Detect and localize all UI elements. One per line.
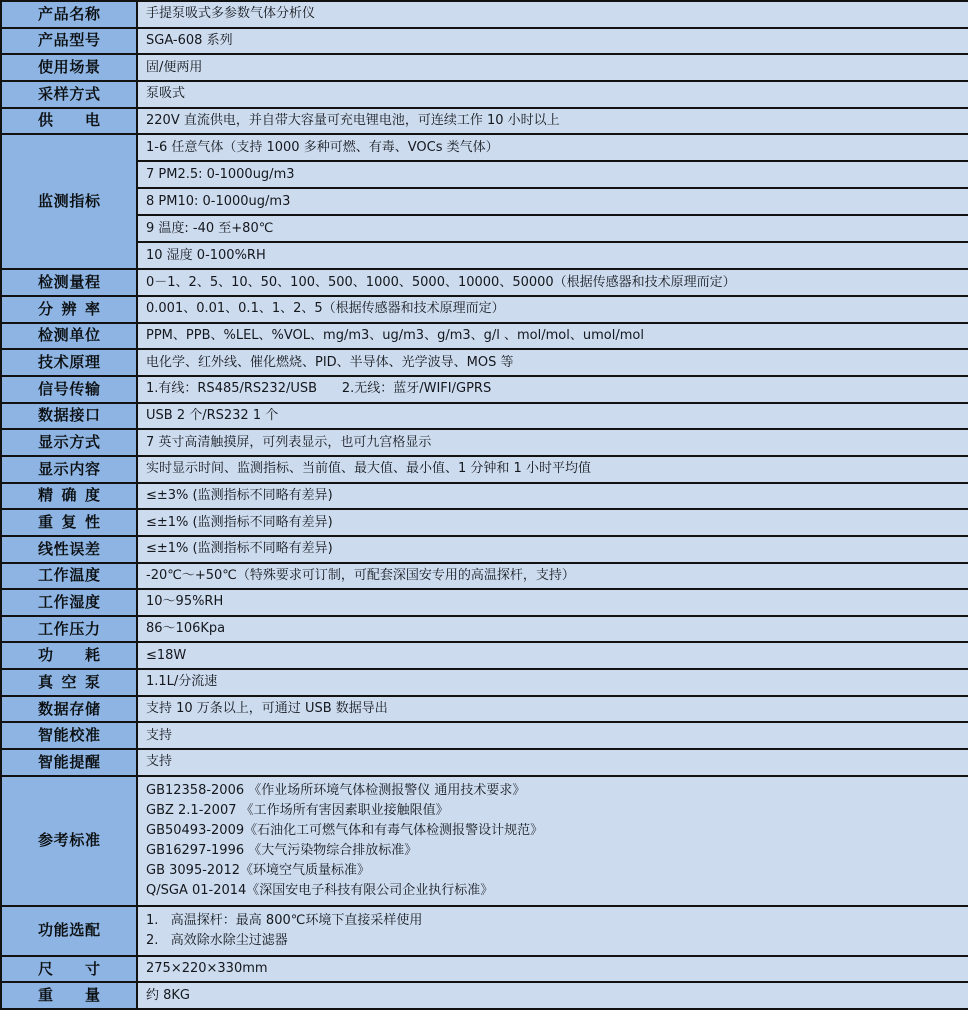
spec-row bbox=[2, 750, 968, 777]
spec-label: 真空泵 bbox=[38, 672, 100, 691]
spec-value-cell bbox=[138, 29, 968, 54]
spec-label: 分辨率 bbox=[38, 299, 100, 318]
spec-row bbox=[2, 457, 968, 484]
spec-label-cell bbox=[2, 907, 138, 955]
spec-row bbox=[2, 270, 968, 297]
spec-row bbox=[2, 670, 968, 697]
spec-label: 参考标准 bbox=[38, 831, 100, 850]
spec-value: 约 8KG bbox=[146, 987, 191, 1003]
spec-label-cell bbox=[2, 723, 138, 748]
spec-value-cell bbox=[138, 2, 968, 27]
spec-row bbox=[2, 590, 968, 617]
spec-row bbox=[2, 697, 968, 724]
spec-value-cell bbox=[138, 510, 968, 535]
spec-row bbox=[2, 957, 968, 984]
spec-value-cell bbox=[138, 270, 968, 295]
spec-value: PPM、PPB、%LEL、%VOL、mg/m3、ug/m3、g/m3、g/l 、mol/mol、umol/mol bbox=[146, 327, 644, 343]
spec-label: 工作湿度 bbox=[38, 592, 100, 611]
spec-label-cell bbox=[2, 510, 138, 535]
spec-value-cell bbox=[138, 537, 968, 562]
spec-value: 支持 bbox=[146, 727, 173, 743]
spec-row bbox=[2, 29, 968, 56]
spec-row bbox=[2, 109, 968, 136]
spec-row bbox=[2, 643, 968, 670]
spec-label: 采样方式 bbox=[38, 84, 100, 103]
spec-value-cell bbox=[138, 109, 968, 134]
spec-value: 实时显示时间、监测指标、当前值、最大值、最小值、1 分钟和 1 小时平均值 bbox=[146, 461, 591, 477]
spec-value-line: GB 3095-2012《环境空气质量标准》 bbox=[146, 862, 370, 878]
spec-value: 1.有线：RS485/RS232/USB 2.无线：蓝牙/WIFI/GPRS bbox=[146, 381, 492, 397]
spec-value-line: GB16297-1996 《大气污染物综合排放标准》 bbox=[146, 842, 418, 858]
spec-label: 产品名称 bbox=[38, 4, 100, 23]
spec-value-cell bbox=[138, 750, 968, 775]
spec-label: 线性误差 bbox=[38, 539, 100, 558]
spec-label: 技术原理 bbox=[38, 353, 100, 372]
spec-subrow bbox=[138, 162, 968, 189]
spec-value-line: GB50493-2009《石油化工可燃气体和有毒气体检测报警设计规范》 bbox=[146, 822, 544, 838]
spec-label: 功能选配 bbox=[38, 921, 100, 940]
spec-label-cell bbox=[2, 777, 138, 905]
spec-row bbox=[2, 484, 968, 511]
spec-label-cell bbox=[2, 957, 138, 982]
spec-label-cell bbox=[2, 29, 138, 54]
spec-label: 功耗 bbox=[38, 646, 100, 665]
spec-value-cell bbox=[138, 983, 968, 1008]
spec-row bbox=[2, 983, 968, 1010]
spec-row bbox=[2, 404, 968, 431]
spec-subrow bbox=[138, 135, 968, 162]
spec-label-cell bbox=[2, 430, 138, 455]
spec-label: 重量 bbox=[38, 986, 100, 1005]
spec-row bbox=[2, 2, 968, 29]
spec-value: 9 温度: -40 至+80℃ bbox=[146, 220, 274, 236]
spec-value-line: 1. 高温探杆：最高 800℃环境下直接采样使用 bbox=[146, 912, 423, 928]
spec-row bbox=[2, 777, 968, 907]
spec-row bbox=[2, 907, 968, 957]
spec-value: 支持 10 万条以上，可通过 USB 数据导出 bbox=[146, 701, 388, 717]
spec-value-line: GB12358-2006 《作业场所环境气体检测报警仪 通用技术要求》 bbox=[146, 782, 526, 798]
spec-row bbox=[2, 135, 968, 270]
spec-value: 固/便两用 bbox=[146, 59, 203, 75]
spec-label-cell bbox=[2, 297, 138, 322]
spec-value-cell bbox=[138, 55, 968, 80]
spec-value: USB 2 个/RS232 1 个 bbox=[146, 407, 279, 423]
spec-label: 工作温度 bbox=[38, 566, 100, 585]
spec-label: 精确度 bbox=[38, 486, 100, 505]
spec-value: 0.001、0.01、0.1、1、2、5（根据传感器和技术原理而定） bbox=[146, 301, 505, 317]
spec-value: SGA-608 系列 bbox=[146, 32, 233, 48]
spec-value: 1-6 任意气体（支持 1000 多种可燃、有毒、VOCs 类气体） bbox=[146, 139, 499, 155]
spec-label: 智能校准 bbox=[38, 726, 100, 745]
spec-label-cell bbox=[2, 457, 138, 482]
spec-value-line: GBZ 2.1-2007 《工作场所有害因素职业接触限值》 bbox=[146, 802, 449, 818]
spec-value-cell bbox=[138, 297, 968, 322]
spec-value-cell bbox=[138, 377, 968, 402]
spec-label-cell bbox=[2, 697, 138, 722]
spec-row bbox=[2, 82, 968, 109]
spec-label: 供电 bbox=[38, 111, 100, 130]
spec-value-cell bbox=[138, 484, 968, 509]
spec-label-cell bbox=[2, 484, 138, 509]
spec-value-cell bbox=[138, 564, 968, 589]
spec-subrow bbox=[138, 243, 968, 268]
spec-label-cell bbox=[2, 350, 138, 375]
spec-value: 10～95%RH bbox=[146, 594, 224, 610]
spec-value-cell bbox=[138, 697, 968, 722]
spec-label-cell bbox=[2, 2, 138, 27]
spec-label: 产品型号 bbox=[38, 31, 100, 50]
spec-value: 275×220×330mm bbox=[146, 961, 268, 977]
spec-value-cell bbox=[138, 430, 968, 455]
spec-value: 7 英寸高清触摸屏，可列表显示，也可九宫格显示 bbox=[146, 434, 432, 450]
spec-value-cell bbox=[138, 643, 968, 668]
spec-value: 1.1L/分流速 bbox=[146, 674, 218, 690]
spec-value-cell bbox=[138, 457, 968, 482]
spec-label-cell bbox=[2, 82, 138, 107]
spec-label: 检测量程 bbox=[38, 273, 100, 292]
spec-value: 10 湿度 0-100%RH bbox=[146, 247, 266, 263]
spec-value: 电化学、红外线、催化燃烧、PID、半导体、光学波导、MOS 等 bbox=[146, 354, 514, 370]
spec-label: 信号传输 bbox=[38, 379, 100, 398]
spec-row bbox=[2, 430, 968, 457]
spec-value: 手提泵吸式多参数气体分析仪 bbox=[146, 6, 316, 22]
spec-row bbox=[2, 617, 968, 644]
spec-value-cell bbox=[138, 723, 968, 748]
spec-label: 检测单位 bbox=[38, 326, 100, 345]
spec-value-cell bbox=[138, 404, 968, 429]
spec-label: 监测指标 bbox=[38, 192, 100, 211]
spec-label-cell bbox=[2, 983, 138, 1008]
spec-label-cell bbox=[2, 404, 138, 429]
spec-label-cell bbox=[2, 564, 138, 589]
spec-label-cell bbox=[2, 135, 138, 268]
spec-label: 数据存储 bbox=[38, 699, 100, 718]
spec-value: ≤±1% (监测指标不同略有差异) bbox=[146, 541, 333, 557]
spec-subrow bbox=[138, 216, 968, 243]
spec-row bbox=[2, 297, 968, 324]
spec-row bbox=[2, 324, 968, 351]
spec-label-cell bbox=[2, 324, 138, 349]
spec-value: ≤±1% (监测指标不同略有差异) bbox=[146, 514, 333, 530]
spec-row bbox=[2, 723, 968, 750]
spec-label: 数据接口 bbox=[38, 406, 100, 425]
spec-value: 8 PM10: 0-1000ug/m3 bbox=[146, 193, 291, 209]
spec-row bbox=[2, 377, 968, 404]
spec-label: 工作压力 bbox=[38, 619, 100, 638]
spec-label-cell bbox=[2, 617, 138, 642]
spec-subrow bbox=[138, 189, 968, 216]
spec-row bbox=[2, 350, 968, 377]
spec-value-line: 2. 高效除水除尘过滤器 bbox=[146, 932, 288, 948]
spec-value-cell bbox=[138, 135, 968, 268]
spec-value: ≤±3% (监测指标不同略有差异) bbox=[146, 487, 333, 503]
spec-label-cell bbox=[2, 270, 138, 295]
spec-label-cell bbox=[2, 109, 138, 134]
spec-label-cell bbox=[2, 55, 138, 80]
spec-row bbox=[2, 537, 968, 564]
spec-value-cell bbox=[138, 617, 968, 642]
spec-label-cell bbox=[2, 750, 138, 775]
spec-value-cell bbox=[138, 324, 968, 349]
spec-value-cell bbox=[138, 777, 968, 905]
spec-value: 86～106Kpa bbox=[146, 621, 226, 637]
spec-value: 220V 直流供电，并自带大容量可充电锂电池，可连续工作 10 小时以上 bbox=[146, 112, 560, 128]
spec-label-cell bbox=[2, 643, 138, 668]
spec-row bbox=[2, 510, 968, 537]
spec-label-cell bbox=[2, 590, 138, 615]
spec-value: 7 PM2.5: 0-1000ug/m3 bbox=[146, 166, 295, 182]
spec-label-cell bbox=[2, 670, 138, 695]
spec-value-cell bbox=[138, 957, 968, 982]
spec-value: 支持 bbox=[146, 754, 173, 770]
spec-row bbox=[2, 564, 968, 591]
spec-label: 尺寸 bbox=[38, 959, 100, 978]
spec-label: 使用场景 bbox=[38, 58, 100, 77]
spec-value-cell bbox=[138, 590, 968, 615]
spec-label: 显示方式 bbox=[38, 433, 100, 452]
spec-label-cell bbox=[2, 537, 138, 562]
spec-label: 智能提醒 bbox=[38, 752, 100, 771]
spec-value-cell bbox=[138, 670, 968, 695]
spec-label: 显示内容 bbox=[38, 459, 100, 478]
spec-value: 泵吸式 bbox=[146, 86, 186, 102]
spec-value-cell bbox=[138, 82, 968, 107]
spec-value: -20℃～+50℃（特殊要求可订制，可配套深国安专用的高温探杆，支持） bbox=[146, 567, 575, 583]
spec-label: 重复性 bbox=[38, 513, 100, 532]
spec-value: ≤18W bbox=[146, 647, 187, 663]
spec-value-line: Q/SGA 01-2014《深国安电子科技有限公司企业执行标准》 bbox=[146, 882, 494, 898]
spec-row bbox=[2, 55, 968, 82]
spec-value: 0－1、2、5、10、50、100、500、1000、5000、10000、50000（根据传感器和技术原理而定） bbox=[146, 274, 736, 290]
spec-value-cell bbox=[138, 907, 968, 955]
spec-value-cell bbox=[138, 350, 968, 375]
spec-label-cell bbox=[2, 377, 138, 402]
